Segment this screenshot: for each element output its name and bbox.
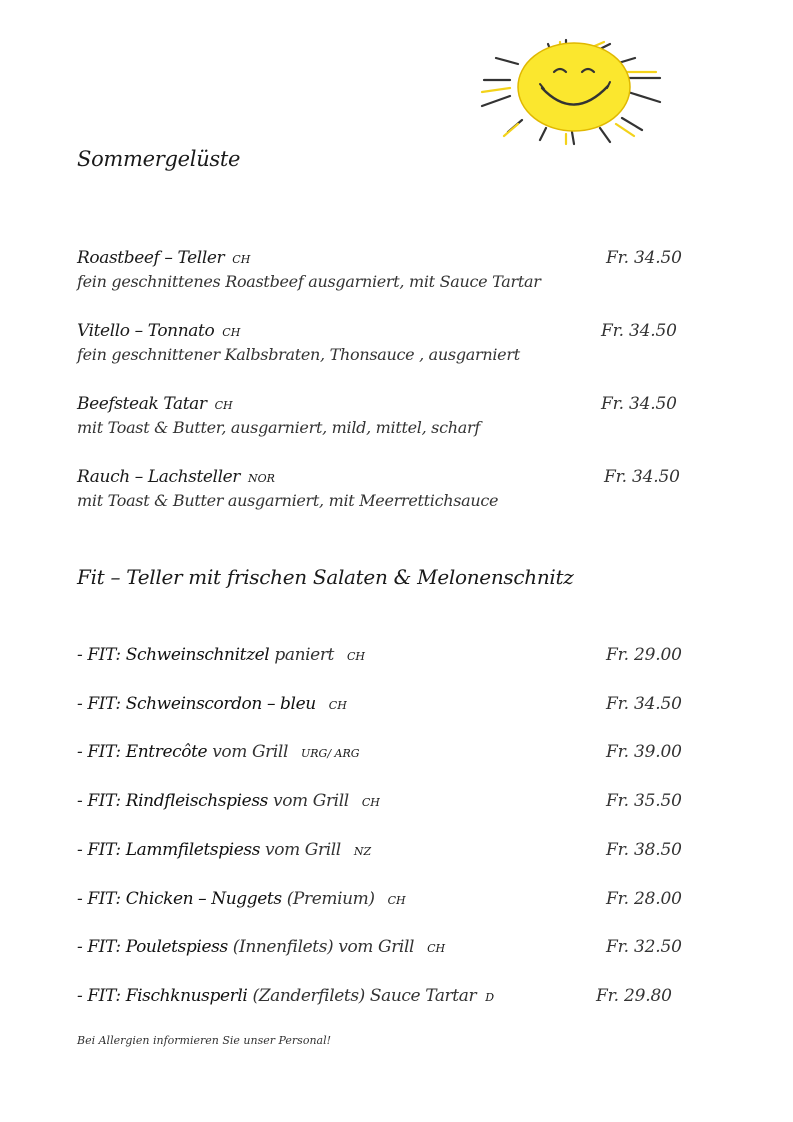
menu-item-name: Vitello – Tonnato CH	[77, 321, 241, 341]
menu-item-description: mit Toast & Butter, ausgarniert, mild, mittel, scharf	[77, 418, 480, 437]
origin-badge: NZ	[353, 845, 372, 858]
menu-item-price: Fr. 34.50	[601, 394, 677, 414]
origin-badge: URG/ ARG	[301, 747, 360, 760]
origin-badge: CH	[347, 650, 366, 663]
fit-item: - FIT: Schweinschnitzel paniert CH	[77, 645, 366, 665]
origin-badge: CH	[232, 253, 251, 266]
fit-item-price: Fr. 39.00	[606, 742, 682, 762]
origin-badge: CH	[328, 699, 347, 712]
fit-item: - FIT: Entrecôte vom Grill URG/ ARG	[77, 742, 360, 762]
sun-icon	[470, 30, 670, 150]
origin-badge: CH	[361, 796, 380, 809]
fit-item-price: Fr. 32.50	[606, 937, 682, 957]
menu-item-price: Fr. 34.50	[606, 248, 682, 268]
menu-item-name: Beefsteak Tatar CH	[77, 394, 233, 414]
fit-item-price: Fr. 29.00	[606, 645, 682, 665]
fit-item-price: Fr. 38.50	[606, 840, 682, 860]
fit-item: - FIT: Rindfleischspiess vom Grill CH	[77, 791, 380, 811]
allergy-note: Bei Allergien informieren Sie unser Personal!	[77, 1034, 332, 1047]
fit-item: - FIT: Pouletspiess (Innenfilets) vom Grill CH	[77, 937, 446, 957]
menu-item-name: Roastbeef – Teller CH	[77, 248, 251, 268]
fit-item-price: Fr. 29.80	[596, 986, 672, 1006]
origin-badge: CH	[222, 326, 241, 339]
origin-badge: NOR	[248, 472, 275, 485]
fit-item: - FIT: Fischknusperli (Zanderfilets) Sauce Tartar D	[77, 986, 495, 1006]
menu-item-description: mit Toast & Butter ausgarniert, mit Meerrettichsauce	[77, 491, 499, 510]
menu-item-price: Fr. 34.50	[601, 321, 677, 341]
fit-item: - FIT: Schweinscordon – bleu CH	[77, 694, 347, 714]
origin-badge: CH	[214, 399, 233, 412]
origin-badge: CH	[427, 942, 446, 955]
fit-item: - FIT: Lammfiletspiess vom Grill NZ	[77, 840, 372, 860]
fit-item-price: Fr. 28.00	[606, 889, 682, 909]
menu-item-description: fein geschnittener Kalbsbraten, Thonsauce , ausgarniert	[77, 345, 520, 364]
fit-item-price: Fr. 34.50	[606, 694, 682, 714]
menu-item-name: Rauch – Lachsteller NOR	[77, 467, 275, 487]
origin-badge: CH	[387, 894, 406, 907]
fit-item-price: Fr. 35.50	[606, 791, 682, 811]
menu-item-price: Fr. 34.50	[604, 467, 680, 487]
section-title: Fit – Teller mit frischen Salaten & Melonenschnitz	[77, 565, 574, 589]
page-title: Sommergelüste	[77, 147, 241, 171]
fit-item: - FIT: Chicken – Nuggets (Premium) CH	[77, 889, 406, 909]
origin-badge: D	[485, 991, 495, 1004]
menu-item-description: fein geschnittenes Roastbeef ausgarniert, mit Sauce Tartar	[77, 272, 541, 291]
